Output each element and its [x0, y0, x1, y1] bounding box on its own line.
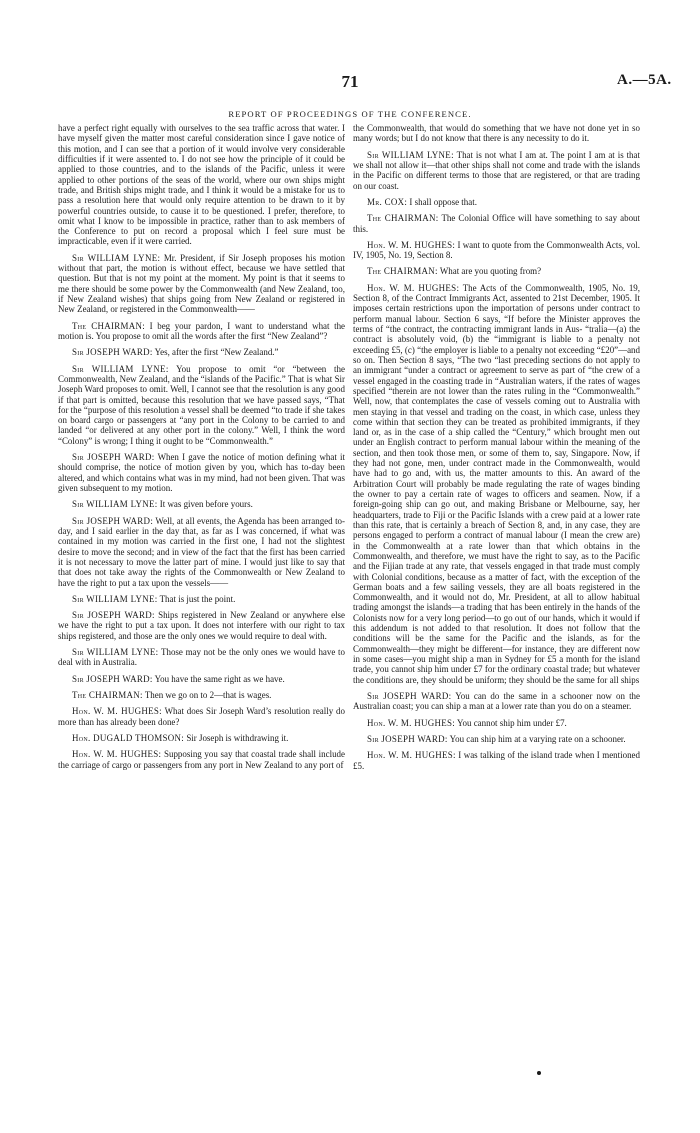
- speech-text: It was given before yours.: [159, 499, 253, 510]
- speaker-name: Hon. W. M. HUGHES:: [72, 706, 162, 717]
- speaker-name: Sir JOSEPH WARD:: [72, 515, 154, 526]
- speech-text: What are you quoting from?: [439, 266, 542, 277]
- speech-paragraph: [58, 690, 345, 700]
- speaker-name: Sir WILLIAM LYNE:: [72, 647, 159, 658]
- speaker-name: Mr. COX:: [367, 196, 408, 207]
- speech-text: The Colonial Office will have something to say about this.: [353, 213, 640, 234]
- speech-paragraph: [353, 691, 640, 712]
- speech-text: You can ship him at a varying rate on a schooner.: [449, 733, 626, 744]
- speech-text: Then we go on to 2—that is wages.: [144, 690, 272, 700]
- page-number: 71: [341, 72, 359, 91]
- speech-paragraph: [58, 364, 345, 447]
- speech-text: Well, at all events, the Agenda has been arranged to-day, and I said earlier in the day that, as far as I was concerned, if what was contained in my motion was carried in the first one, I had not the slightest desire to move the second; and in view of the fact that the first has been carried it is not necessary to move the latter part of mine. I would just like to say that that does not take away the rights of the Commonwealth or New Zealand to have the right to put a tax upon the vessels——: [58, 515, 346, 588]
- speech-text: The Acts of the Commonwealth, 1905, No. 19, Section 8, of the Contract Immigrants Act, assented to 21st December, 1905. It imposes certain restrictions upon the importation of persons under contract to perform manual labour. Section 6 says, “If before the Minister approves the terms of “the contract, the contracting immigrant lands in Aus- “tralia—(a) the contract is absolutely void, (b) the “immigrant is liable to a penalty not exceeding £5, (c) “the employer is liable to a penalty not exceeding “£20”—and so on. Then Section 8 says, “The two “last preceding sections do not apply to an immigrant “under a contract or agreement to serve as part of “the crew of a vessel engaged in the coasting trade in “Australian waters, if the rates of wages specified “therein are not lower than the rates ruling in the “Commonwealth.” Well, now, that contemplates the case of vessels coming out to Australia with men staying in that vessel and trading on the coast, in which case, unless they come within that section they can be treated as prohibited immigrants, if they land or, as in the case of a ship called the “Century,” which brought men out under an English contract to perform manual labour within the meaning of the section, and then took those men, or some of them to, say, Singapore. Now, if they had not gone, men, under contract made in the Commonwealth, would have had to go and, with us, the matter amounts to this. An award of the Arbitration Court will probably be made regulating the rate of wages binding the owner to pay a certain rate of wages to officers and seamen. Now, if a foreign-going ship can go out, and making Brisbane or Melbourne, say, her headquarters, trade to Fiji or the Pacific Islands with a crew paid at a lower rate than this rate, that is certainly a breach of Section 8, and, in any case, they are persons engaged to perform a contract of manual labour (I mean the crew are) in the Commonwealth at a rate lower than that which obtains in the Commonwealth, and therefore, we must have the right to say, as to the Pacific and the Fijian trade at any rate, that vessels engaged in that trade must comply with Colonial conditions, because as a matter of fact, with the exception of the German boats and a few sailing vessels, they are all boats registered in the Commonwealth, and it would not do, Mr. President, at all to allow habitual trading amongst the islands—a trading that has been entirely in the hands of the Colonists now for a very long period—to go out of our hands, which it would if this addendum is not added to that resolution. It does not follow that the conditions will be the same for the Pacific and the islands, as for the Commonwealth—they might be different—for instance, they are different now in some cases—you might ship a man in Sydney for £5 a month for the island trade, you cannot ship him under £7 for the ordinary coastal trade; but whatever the conditions are, they should be uniform; they should be the same for all ships: [353, 282, 640, 685]
- speech-paragraph: [58, 499, 345, 509]
- speech-text: I shall oppose that.: [409, 196, 477, 207]
- speaker-name: Sir WILLIAM LYNE:: [72, 363, 169, 374]
- speech-paragraph: [58, 253, 345, 315]
- speech-paragraph: [353, 734, 640, 744]
- speech-text: Those may not be the only ones we would have to deal with in Australia.: [58, 647, 345, 668]
- speaker-name: Sir WILLIAM LYNE:: [72, 499, 158, 510]
- speech-text: When I gave the notice of motion defining what it should comprise, the notice of motion given by you, which has to-day been altered, and which contains what was in my mind, had not been given. That was given subsequent to my motion.: [58, 452, 345, 493]
- speech-paragraph: [58, 647, 345, 668]
- speaker-name: Sir WILLIAM LYNE:: [72, 593, 158, 604]
- speaker-name: Hon. W. M. HUGHES:: [367, 750, 456, 761]
- speech-paragraph: [58, 674, 345, 684]
- speech-text: have a perfect right equally with ourselves to the sea traffic across that water. I have myself given the matter most careful consideration since I gave notice of this motion, and I can see that a portion of it would involve very considerable difficulties if it were assented to. I do not see how the principle of it could be applied to those countries, and to the islands of the Pacific, unless it were applied to other portions of the seas of the world, where our own ships might trade, and British ships might trade, and I think it would be a mistake for us to pass a resolution here that would only require attention to be drawn to it by powerful countries outside, to cause it to be questioned. I prefer, therefore, to omit what I know to be impossible in practice, rather than to ask members of the Conference to put on record a proposal which I feel sure must be impracticable, even if it were carried.: [58, 123, 345, 247]
- speaker-name: The CHAIRMAN:: [72, 690, 143, 700]
- speech-paragraph: [353, 197, 640, 207]
- speech-paragraph: [353, 750, 640, 771]
- speaker-name: Hon. W. M. HUGHES:: [367, 717, 456, 728]
- speech-text: What does Sir Joseph Ward’s resolution really do more than has already been done?: [58, 706, 345, 727]
- speaker-name: Sir JOSEPH WARD:: [72, 347, 153, 358]
- document-reference: A.—5A.: [617, 72, 672, 88]
- speaker-name: The CHAIRMAN:: [72, 320, 146, 331]
- speaker-name: Sir JOSEPH WARD:: [72, 452, 155, 463]
- speech-paragraph: [353, 240, 640, 261]
- speech-paragraph: [58, 452, 345, 493]
- speech-text: I want to quote from the Commonwealth Acts, vol. IV, 1905, No. 19, Section 8.: [353, 239, 640, 261]
- speech-text: Yes, after the first “New Zealand.”: [154, 347, 279, 358]
- speech-text: You propose to omit “or “between the Commonwealth, New Zealand, and the “islands of the Pacific.” That is what Sir Joseph Ward proposes to omit. Well, I cannot see that the resolution is any good if that part is omitted, because this resolution that we have passed says, “That for the “purpose of this resolution a vessel shall be deemed “to trade if she takes on board cargo or passengers at “any port in the Colony to be carried to and landed “or delivered at any other port in the colony.” Well, I think the word “Colony” is wrong; I thing it ought to be “Commonwealth.”: [58, 363, 345, 446]
- speech-paragraph: [353, 266, 640, 276]
- speech-paragraph: [58, 706, 345, 727]
- speech-text: I was talking of the island trade when I mentioned £5.: [353, 750, 640, 771]
- speaker-name: Hon. W. M. HUGHES:: [367, 282, 460, 293]
- speech-paragraph: [353, 718, 640, 728]
- running-head: REPORT OF PROCEEDINGS OF THE CONFERENCE.: [228, 109, 472, 119]
- speech-text: I beg your pardon, I want to understand what the motion is. You propose to omit all the words after the first “New Zealand”?: [58, 320, 345, 341]
- speech-text: You can do the same in a schooner now on the Australian coast; you can ship a man at a lower rate than you do on a steamer.: [353, 690, 640, 712]
- speech-paragraph: [58, 123, 345, 247]
- speech-text: Ships registered in New Zealand or anywhere else we have the right to put a tax upon. It does not interfere with our right to tax ships registered, and those are the only ones we would require to deal with.: [58, 610, 345, 641]
- speaker-name: Hon. DUGALD THOMSON:: [72, 732, 185, 743]
- speech-paragraph: [58, 516, 345, 588]
- speaker-name: Sir WILLIAM LYNE:: [72, 252, 161, 263]
- speech-text: Sir Joseph is withdrawing it.: [186, 732, 289, 743]
- speech-text: That is not what I am at. The point I am at is that we shall not allow it—that other ships shall not come and trade with the islands in the Pacific on different terms to those that are registered, or that are trading on our coast.: [353, 149, 640, 191]
- speech-paragraph: [58, 594, 345, 604]
- speaker-name: Sir JOSEPH WARD:: [72, 610, 155, 621]
- speaker-name: Sir JOSEPH WARD:: [367, 733, 448, 744]
- speech-text: You have the same right as we have.: [154, 673, 285, 684]
- speech-text: That is just the point.: [159, 593, 236, 604]
- right-column: [353, 123, 640, 777]
- speech-paragraph: [58, 321, 345, 342]
- speaker-name: The CHAIRMAN:: [367, 213, 439, 224]
- speech-paragraph: [353, 150, 640, 191]
- speech-text: Mr. President, if Sir Joseph proposes his motion without that part, the motion is without effect, because we have settled that question. But that is not my point at the moment. My point is that it seems to me there should be some power by the Commonwealth (and New Zealand, too, if New Zealand wishes) that ships going from New Zealand or registered in New Zealand, or registered in the Commonwealth——: [58, 252, 345, 315]
- speaker-name: The CHAIRMAN:: [367, 266, 438, 277]
- speaker-name: Sir JOSEPH WARD:: [367, 690, 452, 701]
- speaker-name: Sir JOSEPH WARD:: [72, 673, 153, 684]
- speaker-name: Hon. W. M. HUGHES:: [367, 239, 456, 250]
- left-column: [58, 123, 345, 776]
- speech-paragraph: [353, 213, 640, 234]
- printer-mark: [537, 1071, 541, 1075]
- speech-text: You cannot ship him under £7.: [456, 717, 567, 728]
- speech-paragraph: [58, 347, 345, 357]
- speech-paragraph: [58, 610, 345, 641]
- speech-paragraph: [353, 123, 640, 144]
- speech-text: the Commonwealth, that would do something that we have not done yet in so many words; but I do not know that there is any necessity to do it.: [353, 123, 640, 144]
- speech-text: Supposing you say that coastal trade shall include the carriage of cargo or passengers from any port in New Zealand to any port of: [58, 749, 345, 770]
- speech-paragraph: [58, 733, 345, 743]
- speech-paragraph: [58, 749, 345, 770]
- speaker-name: Hon. W. M. HUGHES:: [72, 749, 162, 760]
- speech-paragraph: [353, 283, 640, 685]
- speaker-name: Sir WILLIAM LYNE:: [367, 149, 454, 160]
